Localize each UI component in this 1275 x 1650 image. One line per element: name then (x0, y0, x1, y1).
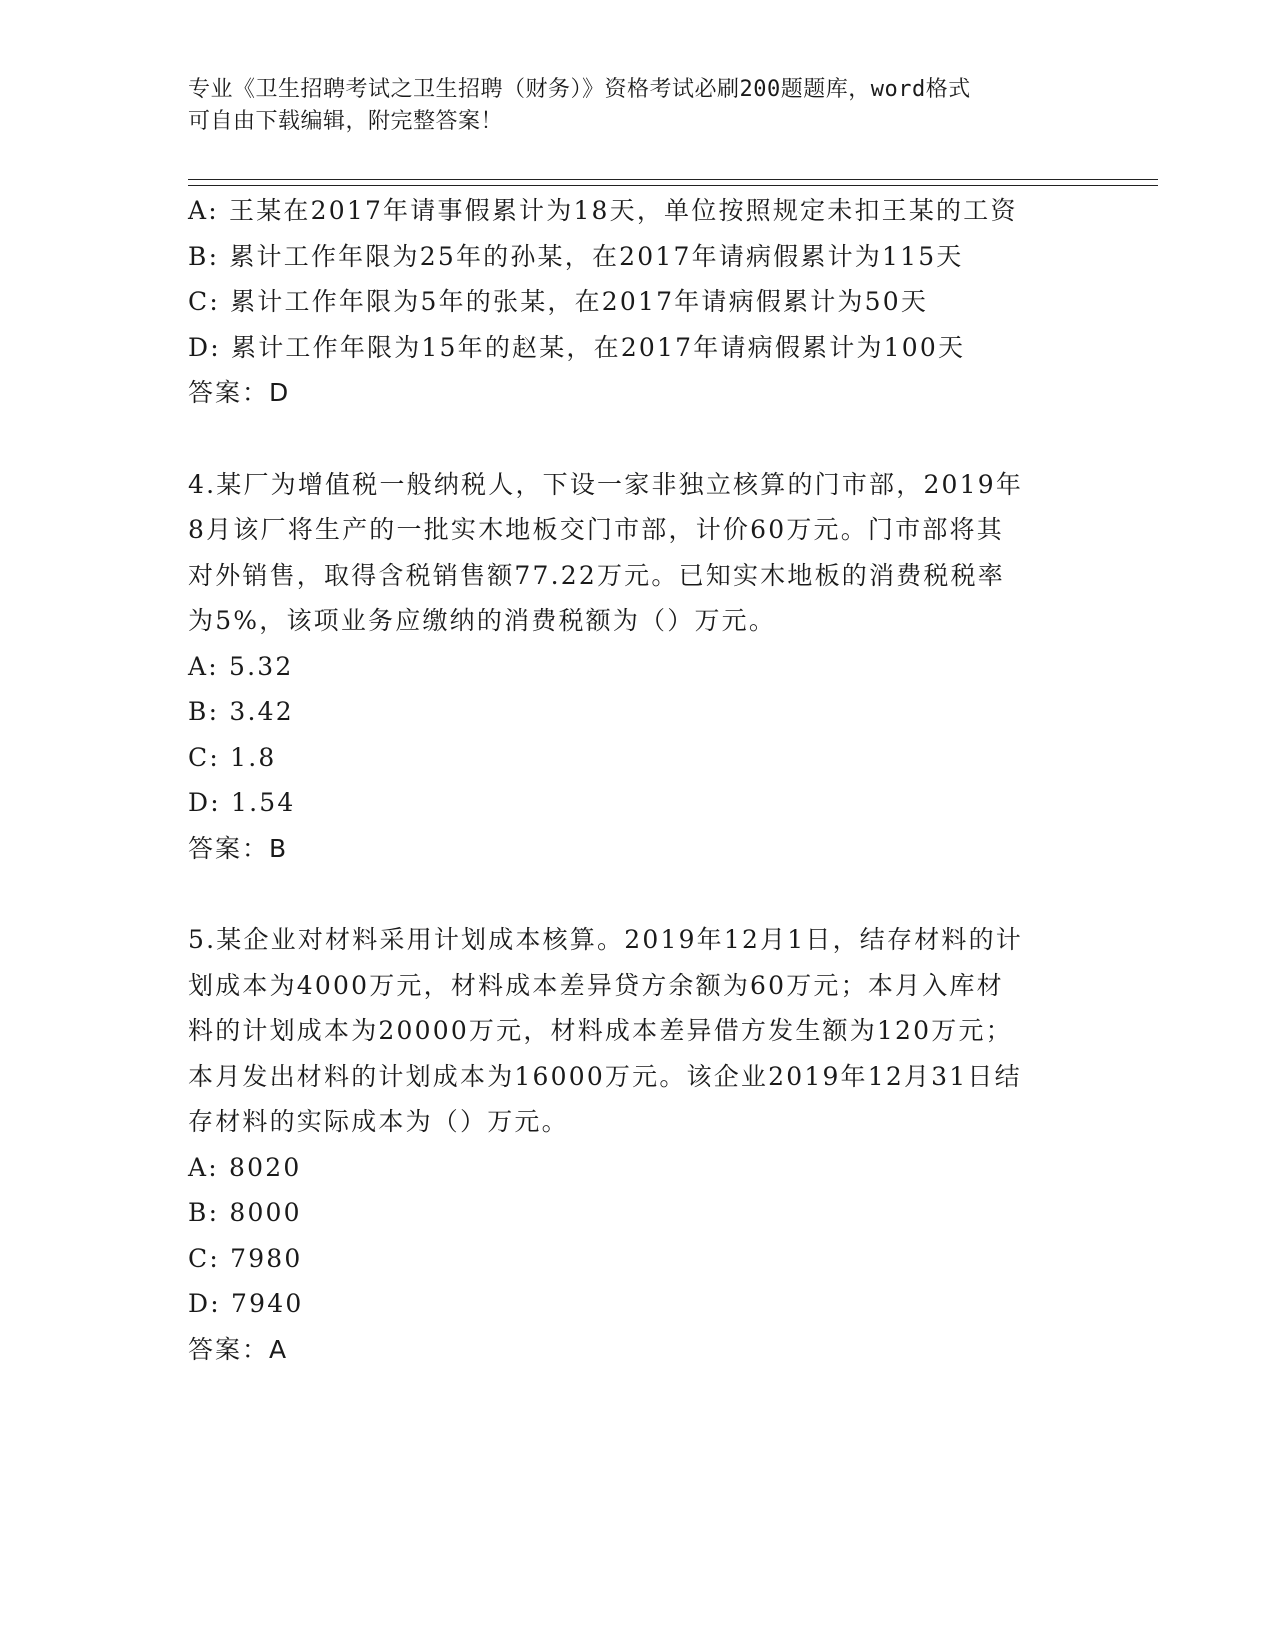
header-divider-top (188, 179, 1158, 180)
option-a: A: 5.32 (188, 651, 294, 681)
question-stem-line: 存材料的实际成本为（）万元。 (188, 1107, 569, 1136)
header-title-line-2: 可自由下载编辑，附完整答案！ (188, 109, 504, 134)
question-stem-line: 4.某厂为增值税一般纳税人，下设一家非独立核算的门市部，2019年 (188, 469, 1024, 499)
document-header (188, 74, 1088, 138)
option-c: C: 7980 (188, 1243, 303, 1273)
option-a: A: 王某在2017年请事假累计为18天，单位按照规定未扣王某的工资 (188, 196, 1018, 225)
question-stem-line: 8月该厂将生产的一批实木地板交门市部，计价60万元。门市部将其 (188, 515, 1004, 544)
option-d: D: 7940 (188, 1289, 304, 1318)
header-divider-bottom (188, 185, 1158, 186)
option-a: A: 8020 (188, 1152, 302, 1182)
option-c: C: 1.8 (188, 742, 277, 772)
answer-line: 答案：B (188, 833, 289, 863)
option-b: B: 累计工作年限为25年的孙某，在2017年请病假累计为115天 (188, 241, 964, 271)
question-3 (188, 188, 1088, 416)
question-stem-line: 为5%，该项业务应缴纳的消费税额为（）万元。 (188, 606, 777, 635)
question-spacer (188, 416, 1088, 462)
question-4 (188, 462, 1088, 872)
answer-line: 答案：A (188, 1334, 289, 1364)
option-d: D: 累计工作年限为15年的赵某，在2017年请病假累计为100天 (188, 332, 966, 362)
answer-line: 答案：D (188, 378, 291, 407)
question-5 (188, 917, 1088, 1372)
option-b: B: 3.42 (188, 697, 294, 726)
question-spacer (188, 871, 1088, 917)
option-c: C: 累计工作年限为5年的张某，在2017年请病假累计为50天 (188, 287, 929, 316)
option-d: D: 1.54 (188, 788, 296, 817)
question-list (188, 188, 1088, 1372)
header-title-line-1: 专业《卫生招聘考试之卫生招聘（财务）》资格考试必刷200题题库，word格式 (188, 77, 971, 102)
question-stem-line: 5.某企业对材料采用计划成本核算。2019年12月1日，结存材料的计 (188, 925, 1023, 954)
question-stem-line: 本月发出材料的计划成本为16000万元。该企业2019年12月31日结 (188, 1061, 1022, 1091)
option-b: B: 8000 (188, 1198, 302, 1227)
question-stem-line: 对外销售，取得含税销售额77.22万元。已知实木地板的消费税税率 (188, 560, 1005, 590)
question-stem-line: 料的计划成本为20000万元，材料成本差异借方发生额为120万元； (188, 1016, 1013, 1045)
question-stem-line: 划成本为4000万元，材料成本差异贷方余额为60万元；本月入库材 (188, 970, 1004, 1000)
